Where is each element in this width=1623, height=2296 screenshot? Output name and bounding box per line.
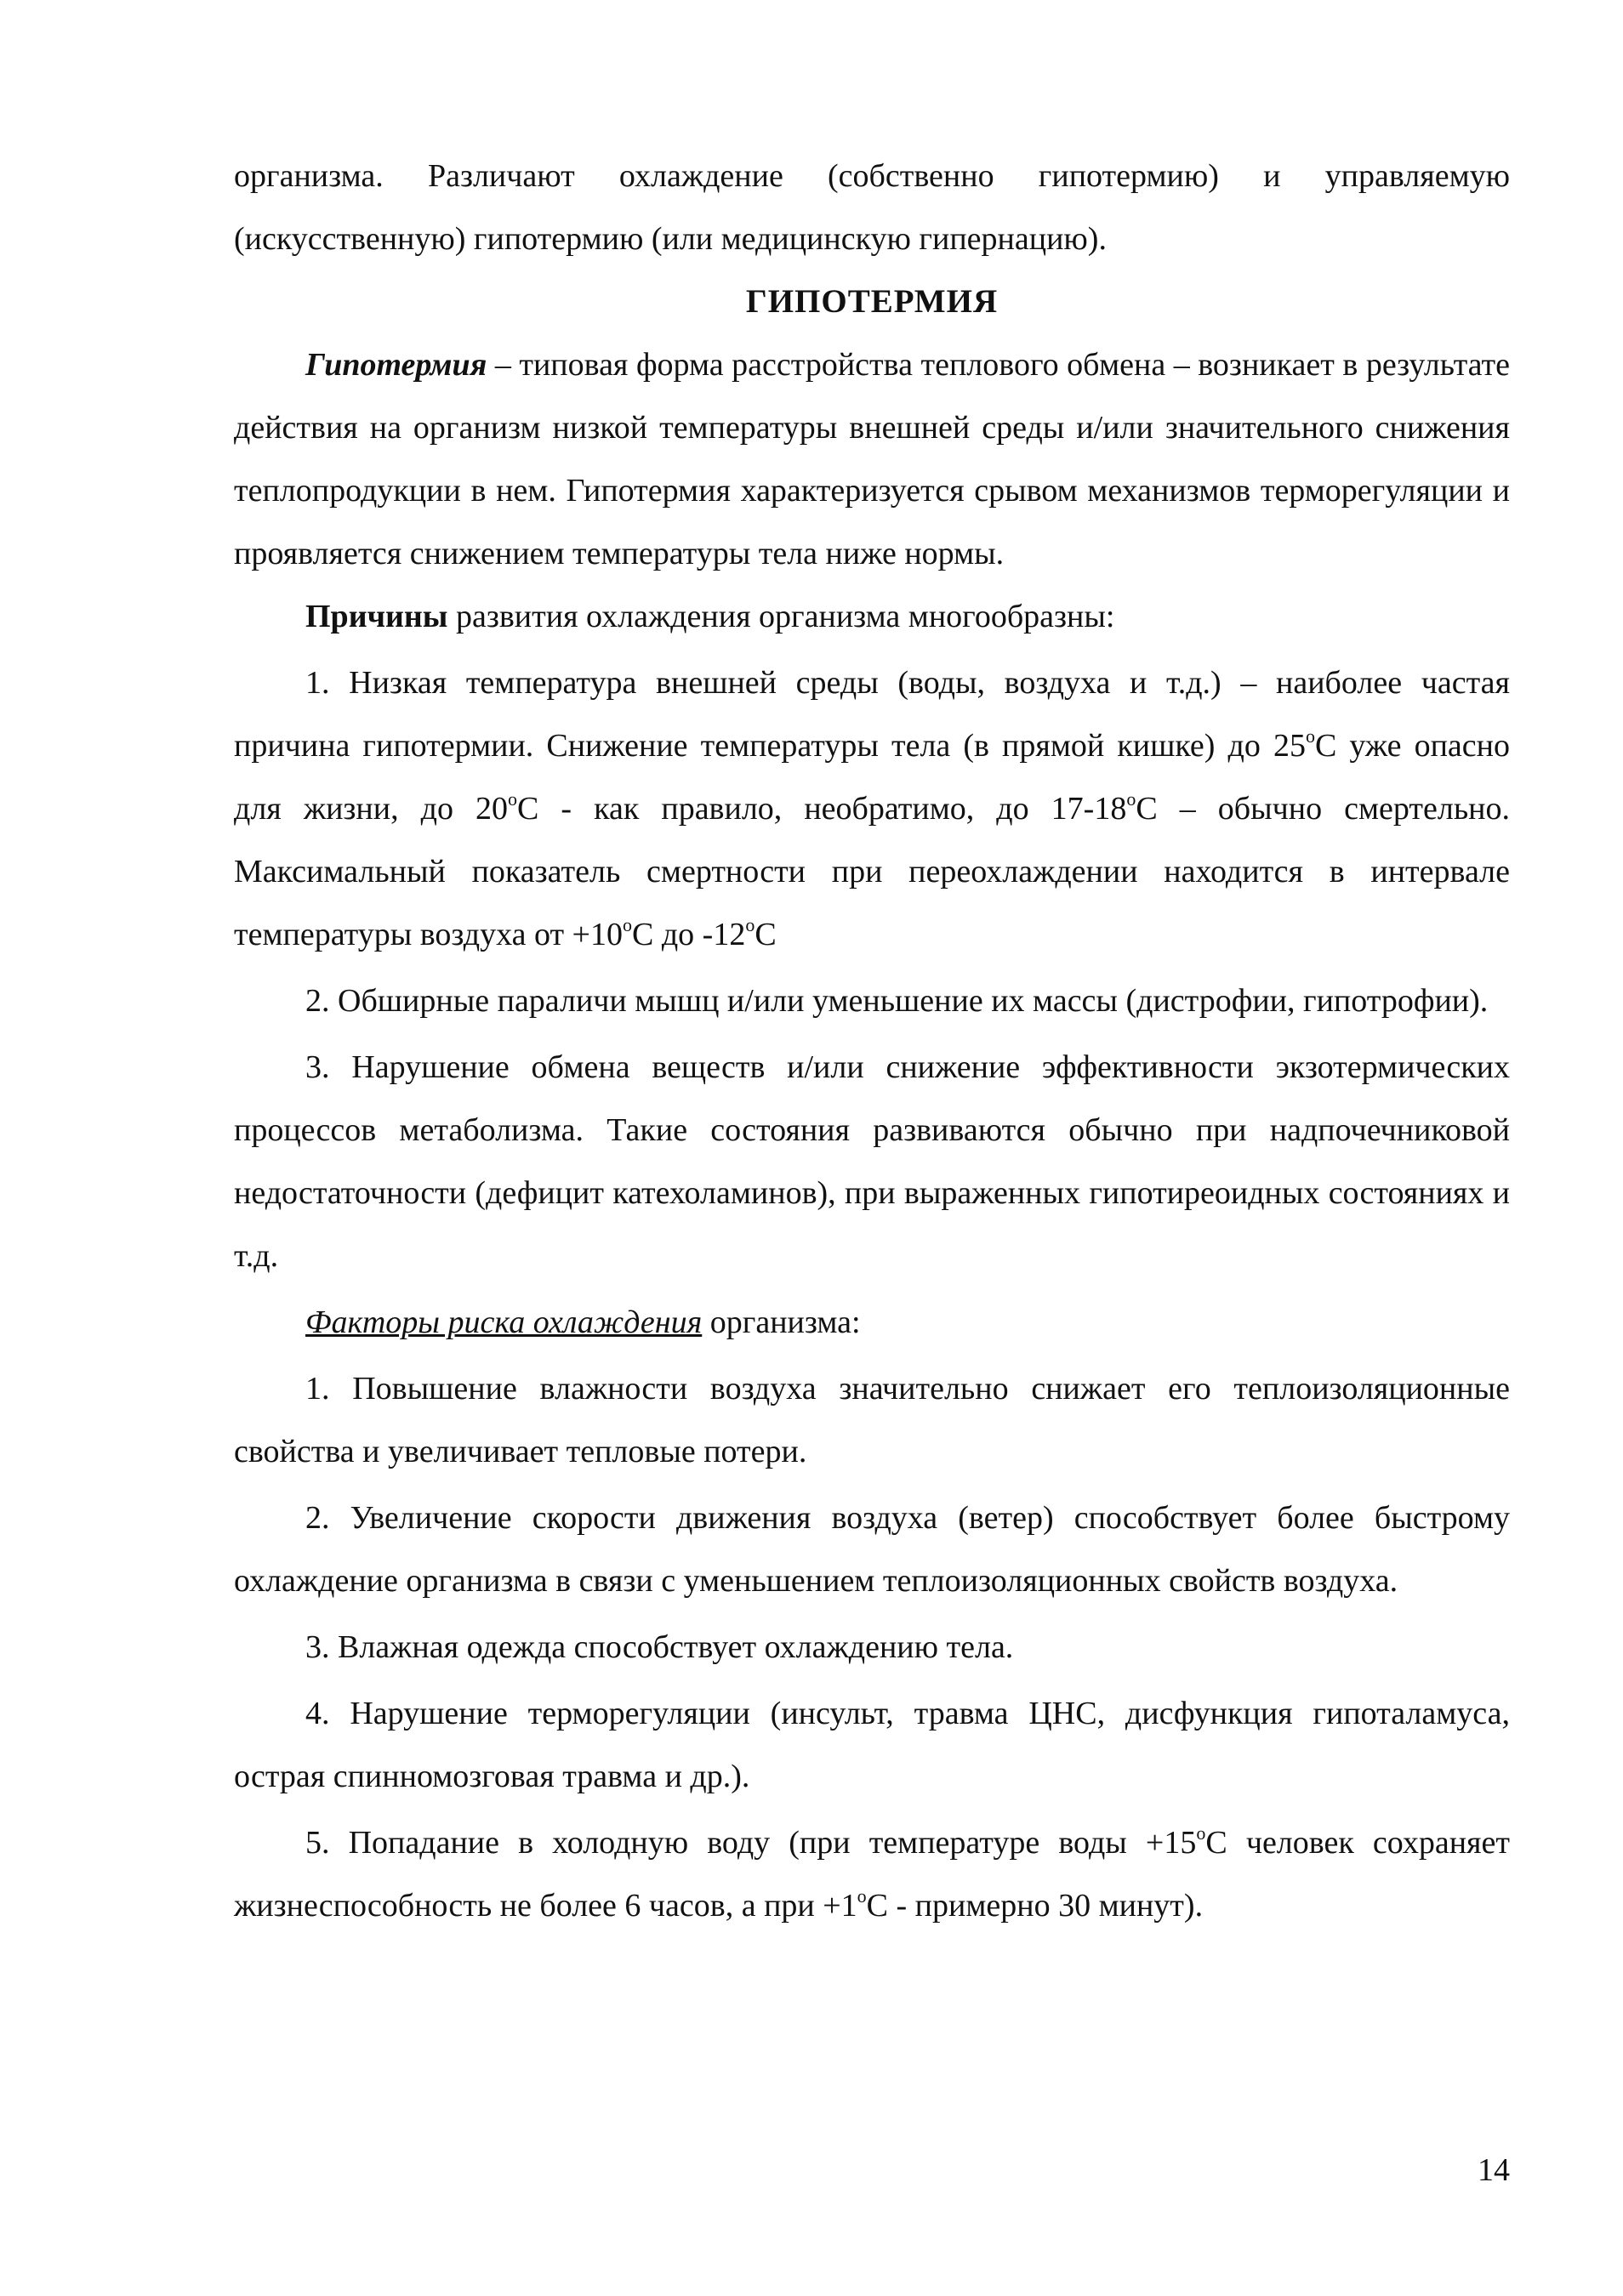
definition-term: Гипотермия <box>305 347 487 383</box>
section-heading: ГИПОТЕРМИЯ <box>745 283 999 320</box>
risk-item-5-text-b: С человек сохраняет жизнеспособность не более 6 часов, а при +1 <box>234 1825 1510 1924</box>
document-page <box>234 145 1510 1937</box>
cause-item-1-text-f: С <box>755 917 777 952</box>
risks-intro-text: организма: <box>702 1304 861 1340</box>
risk-item-3: 3. Влажная одежда способствует охлаждению тела. <box>305 1629 1014 1665</box>
cause-item-1 <box>234 651 1510 966</box>
risk-item-2: 2. Увеличение скорости движения воздуха (ветер) способствует более быстрому охлаждение организма в связи с уменьшением теплоизоляционных свойств воздуха. <box>234 1500 1510 1599</box>
risks-intro <box>234 1291 1510 1354</box>
cause-item-1-text-a: 1. Низкая температура внешней среды (воды, воздуха и т.д.) – наиболее частая причина гипотермии. Снижение температуры тела (в прямой кишке) до 25 <box>234 665 1510 764</box>
degree-symbol: o <box>1196 1822 1206 1844</box>
causes-intro <box>234 585 1510 648</box>
risk-item-5-text-c: С - примерно 30 минут). <box>866 1888 1204 1924</box>
risks-label: Факторы риска охлаждения <box>305 1304 703 1340</box>
degree-symbol: o <box>1305 725 1315 747</box>
cause-item-1-text-c: С - как правило, необратимо, до 17-18 <box>517 791 1127 827</box>
cause-item-1-text-d: С – обычно смертельно. Максимальный показатель смертности при переохлаждении находится в интервале температуры воздуха от +10 <box>234 791 1510 952</box>
cause-item-1-text-e: С до -12 <box>631 917 746 952</box>
intro-paragraph: организма. Различают охлаждение (собственно гипотермию) и управляемую (искусственную) гипотермию (или медицинскую гипернацию). <box>234 158 1510 257</box>
risk-item-4: 4. Нарушение терморегуляции (инсульт, травма ЦНС, дисфункция гипоталамуса, острая спинномозговая травма и др.). <box>234 1696 1510 1794</box>
definition-text: – типовая форма расстройства теплового обмена – возникает в результате действия на организм низкой температуры внешней среды и/или значительного снижения теплопродукции в нем. Гипотермия характеризуется срывом механизмов терморегуляции и проявляется снижением температуры тела ниже нормы. <box>234 347 1510 571</box>
degree-symbol: o <box>622 914 632 935</box>
degree-symbol: o <box>508 788 518 810</box>
risk-item-1: 1. Повышение влажности воздуха значительно снижает его теплоизоляционные свойства и увеличивает тепловые потери. <box>234 1371 1510 1469</box>
degree-symbol: o <box>1126 788 1136 810</box>
degree-symbol: o <box>857 1885 867 1907</box>
causes-intro-text: развития охлаждения организма многообразны: <box>447 599 1115 634</box>
page-number: 14 <box>1478 2152 1510 2188</box>
risk-item-5 <box>234 1811 1510 1937</box>
definition-paragraph <box>234 333 1510 585</box>
cause-item-1-text-b: С уже опасно для жизни, до 20 <box>234 728 1511 827</box>
cause-item-3: 3. Нарушение обмена веществ и/или снижение эффективности экзотермических процессов метаболизма. Такие состояния развиваются обычно при надпочечниковой недостаточности (дефицит катехоламинов), при выраженных гипотиреоидных состояниях и т.д. <box>234 1049 1510 1274</box>
degree-symbol: o <box>745 914 755 935</box>
causes-label: Причины <box>305 599 448 634</box>
risk-item-5-text-a: 5. Попадание в холодную воду (при температуре воды +15 <box>305 1825 1197 1861</box>
cause-item-2: 2. Обширные параличи мышц и/или уменьшение их массы (дистрофии, гипотрофии). <box>305 983 1489 1019</box>
